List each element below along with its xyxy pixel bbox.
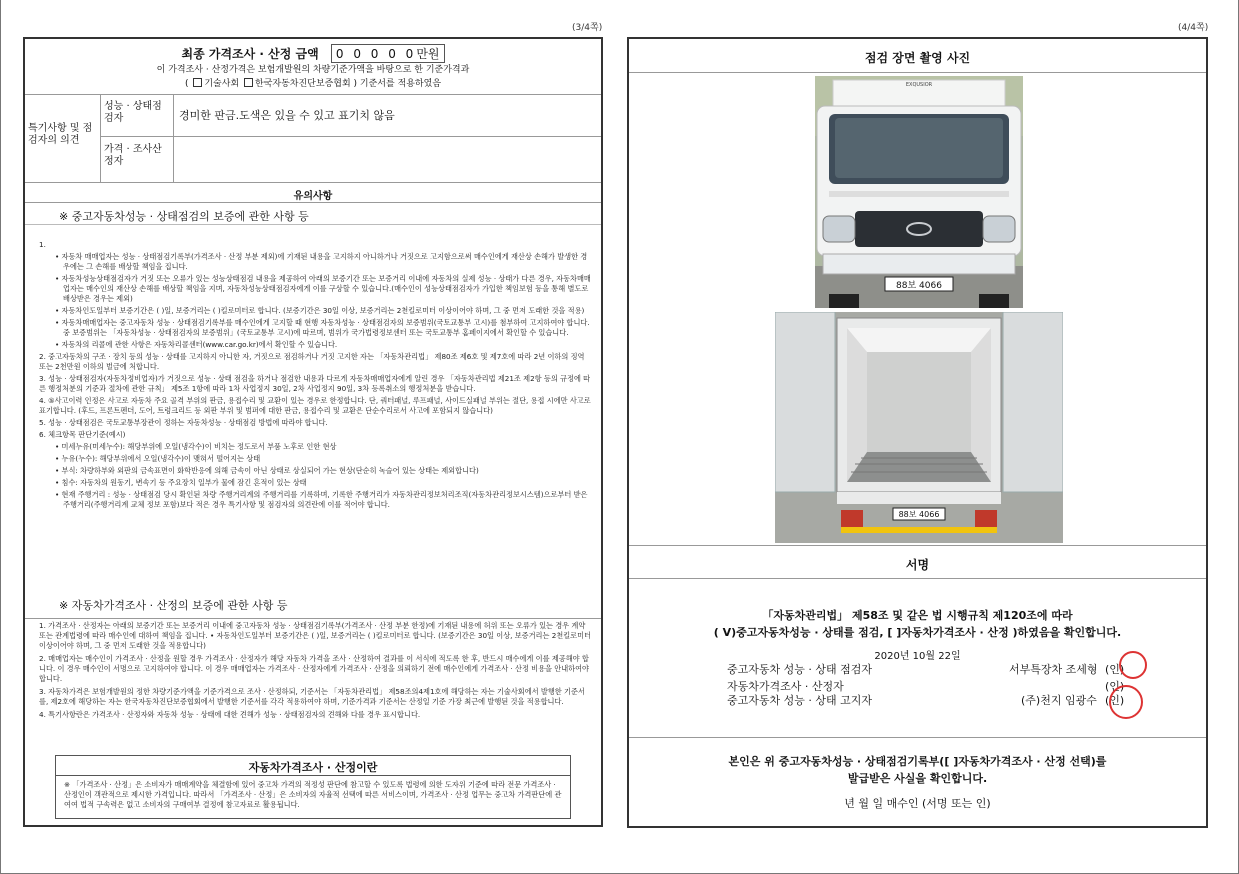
notice-item: 2. 중고자동차의 구조 · 장치 등의 성능 · 상태를 고지하지 아니한 자, 거짓으로 점검하거나 거짓 고지한 자는 「자동차관리법」 제80조 제6호 및 제7호에 따라 2년 이하의 징역 또는 2천만원 이하의 벌금에 처합니다. — [39, 352, 585, 371]
notice-item: 6. 체크항목 판단기준(예시) — [39, 430, 126, 439]
right-page-number: (4/4쪽) — [1178, 23, 1209, 33]
section1-body — [25, 225, 601, 619]
front-plate: 88보 4066 — [896, 281, 942, 291]
left-page — [23, 37, 603, 827]
law-line-1: 「자동차관리법」 제58조 및 같은 법 시행규칙 제120조에 따라 — [762, 609, 1073, 622]
notice-item: 4. 특기사항란은 가격조사 · 산정자와 자동차 성능 · 상태에 대한 견해가 성능 · 상태점검자의 견해와 다를 경우 표시합니다. — [39, 710, 421, 719]
sign-date: 2020년 10월 22일 — [874, 651, 961, 662]
right-page — [627, 37, 1208, 828]
calc-box-text: ※ 「가격조사 · 산정」은 소비자가 매매계약을 체결함에 있어 중고차 가격의 적정성 판단에 참고할 수 있도록 법령에 의한 도자위 기준에 따라 전문 가격조사 · 산정인이 객관적으로 제시한 가격입니다. 따라서 「가격조사 · 산정」은 소비자의 자율적 선택에 따른 서비스이며, 가격조사 · 산정 업무는 중고차 가격판단에 관여여 법적 구속력은 없고 소비자의 구매여부 결정에 참고자료로 활용됩니다. — [64, 780, 562, 809]
final-line-1: 본인은 위 중고자동차성능 · 상태점검기록부([ ]자동차가격조사 · 산정 선택)를 — [728, 755, 1107, 768]
notice-heading: 유의사항 — [25, 183, 601, 203]
price-unit: 만원 — [416, 47, 440, 61]
signer-1-name: 서부특장차 조세형 — [1009, 663, 1098, 676]
opinion-section — [25, 95, 601, 183]
notice-item: • 자동차의 리콜에 관한 사항은 자동차리콜센터(www.car.go.kr)에서 확인할 수 있습니다. — [55, 340, 338, 349]
section1-title: ※ 중고자동차성능 · 상태점검의 보증에 관한 사항 등 — [25, 203, 601, 225]
final-line-2: 발급받은 사실을 확인합니다. — [847, 772, 988, 785]
notice-item: 3. 성능 · 상태점검자(자동차정비업자)가 거짓으로 성능 · 상태 점검을 하거나 점검한 내용과 다르게 자동차매매업자에게 알린 경우 「자동차관리법 제21조 제2항 등의 규정에 따른 행정처분의 기준과 절차에 관한 규칙」 제5조 1항에 따라 1차 사업정지 30일, 2차 사업정지 90일, 3차 등록취소의 행정처분을 받습니다. — [39, 374, 591, 393]
final-price-title: 최종 가격조사 · 산정 금액 — [181, 47, 319, 61]
notice-item: 2. 매매업자는 매수인이 가격조사 · 산정을 원할 경우 가격조사 · 산정자가 해당 자동차 가격을 조사 · 산정하여 결과를 이 서식에 적도록 한 후, 반드시 매수에게 이를 제공해야 합니다. 이 경우 매수인이 서명으로 고지하여야 합니다. 이 경우 매매업자는 가격조사 · 산정자에게 가격조사 · 산정을 의뢰하기 전에 매수인에게 가격조사 · 산정 비용을 안내하여야 합니다. — [39, 654, 589, 683]
signer-1-role: 중고자동차 성능 · 상태 점검자 — [727, 663, 872, 676]
basis-open: ( — [184, 79, 189, 89]
notice-item: • 자동차성능상태점검자가 거짓 또는 오류가 있는 성능상태점검 내용을 제공하여 아래의 보증기간 또는 보증거리 이내에 자동차의 실제 성능 · 상태가 다른 경우, 자동차매매업자는 매수인의 재산상 손해를 배상할 책임을 지며, 자동차성능상태점검자에게 이를 구상할 수 있습니다.(매수인이 성능상태점검자가 가입한 책임보험 등을 통해 별도로 배상받은 경우는 제외) — [55, 274, 591, 303]
calc-box-title: 자동차가격조사 · 산정이란 — [56, 756, 570, 776]
final-price-section — [25, 39, 601, 95]
notice-item: • 미세누유(미세누수): 해당부위에 오일(냉각수)이 비치는 정도로서 부품 노후로 인한 현상 — [55, 442, 337, 451]
basis-suffix: ) 기준서를 적용하였음 — [353, 79, 442, 89]
signature-heading: 서명 — [629, 545, 1206, 579]
price-calc-box — [55, 755, 571, 819]
notice-item: 1. 가격조사 · 산정자는 아래의 보증기간 또는 보증거리 이내에 중고자동차 성능 · 상태점검기록부(가격조사 · 산정 부분 한정)에 기재된 내용에 허위 또는 오류가 있는 경우 계약 또는 관계법령에 따라 매수인에 대하여 책임을 집니다. • 자동차인도일부터 보증기간은 ( )일, 보증거리는 ( )킬로미터로 합니다. (보증기간은 30일 이상, 보증거리는 2천킬로미터 이상이어야 하며, 그 중 먼저 도래한 것을 적용합니다) — [39, 621, 592, 650]
price-field — [331, 44, 445, 63]
notice-item: • 자동차 매매업자는 성능 · 상태점검기록부(가격조사 · 산정 부분 제외)에 기재된 내용을 고지하지 아니하거나 거짓으로 고지함으로써 매수인에게 재산상 손해가 발생한 경우에는 그 손해를 배상할 책임을 집니다. — [55, 252, 588, 271]
notice-item: 1. — [39, 240, 46, 249]
signer-3-name: (주)천지 임광수 — [1021, 694, 1097, 707]
option1-checkbox[interactable] — [193, 78, 202, 87]
option2-checkbox[interactable] — [244, 78, 253, 87]
signer-3-role: 중고자동차 성능 · 상태 고지자 — [727, 694, 872, 707]
truck-brand-text: EXQUSIOR — [905, 82, 933, 88]
notice-item: • 침수: 자동차의 원동기, 변속기 등 주요장치 일부가 물에 잠긴 흔적이 있는 상태 — [55, 478, 307, 487]
truck-front-photo — [815, 76, 1023, 308]
notice-item: 5. 성능 · 상태점검은 국토교통부장관이 정하는 자동차성능 · 상태점검 방법에 따라야 합니다. — [39, 418, 328, 427]
notice-item: 3. 자동차가격은 보험개발원의 정한 차량기준가액을 기준가격으로 조사 · 산정하되, 기준서는 「자동차관리법」 제58조의4제1호에 해당하는 자는 기술사회에서 발행한 기준서를, 제2호에 해당하는 자는 한국자동차진단보증협회에서 발행한 기준서를 각각 적용하여야 하며, 기준가격과 기준서는 산정일 기준 가장 최근에 발행된 것을 적용합니다. — [39, 687, 585, 706]
seal-stamp-1 — [1119, 651, 1147, 679]
signer-2-role: 자동차가격조사 · 산정자 — [727, 680, 844, 693]
signer-2-seal: (인) — [1105, 680, 1125, 693]
signer-1-seal: (인) — [1105, 663, 1125, 676]
section2-body — [25, 621, 601, 741]
notice-item: • 누유(누수): 해당부위에서 오일(냉각수)이 맺혀서 떨어지는 상태 — [55, 454, 261, 463]
left-page-number: (3/4쪽) — [572, 23, 603, 33]
inspector-label: 성능 · 상태점검자 — [101, 95, 174, 137]
price-value: 0 0 0 0 0 — [335, 47, 417, 61]
seal-stamp-3 — [1109, 685, 1143, 719]
section2-title: ※ 자동차가격조사 · 산정의 보증에 관한 사항 등 — [59, 599, 288, 612]
divider — [629, 737, 1206, 738]
appraiser-opinion — [174, 137, 601, 183]
truck-rear-photo — [775, 312, 1063, 543]
notice-item: • 현재 주행거리 : 성능 · 상태점검 당시 확인된 차량 주행거리계의 주행거리를 기록하며, 기록한 주행거리가 자동차관리정보처리조직(자동차관리정보시스템)으로부터 받은 주행거리(주행거리계 교체 정보 포함)보다 적은 경우 특기사항 및 점검자의 의견란에 이를 적어야 합니다. — [55, 490, 588, 509]
price-basis-text: 이 가격조사 · 산정가격은 보험개발원의 차량기준가액을 바탕으로 한 기준가격과 — [156, 65, 470, 75]
law-line-2: ( V)중고자동차성능 · 상태를 점검, [ ]자동차가격조사 · 산정 )하였음을 확인합니다. — [713, 626, 1122, 639]
photo-heading: 점검 장면 촬영 사진 — [629, 39, 1206, 73]
notice-item: 4. ⑤사고이력 인정은 사고로 자동차 주요 골격 부위의 판금, 용접수리 및 교환이 있는 경우로 한정합니다. 단, 쿼터패널, 루프패널, 사이드실패널 부위는 절단, 용접 시에만 사고로 표기합니다. (후드, 프론트펜더, 도어, 트렁크리드 등 외판 부위 및 범퍼에 대한 판금, 용접수리 및 교환은 단순수리로서 사고에 포함되지 않습니다) — [39, 396, 591, 415]
notice-item: • 자동차매매업자는 중고자동차 성능 · 상태점검기록부를 매수인에게 고지할 때 현행 자동차성능 · 상태점검자의 보증범위(국토교통부 고시)를 첨부하여 고지하여야 합니다. 중 보증범위는 「자동차성능 · 상태점검자의 보증범위」(국토교통부 고시)에 따르며, 범위가 국가법령정보센터 또는 국토교통부 홈페이지에서 확인할 수 있습니다. — [55, 318, 590, 337]
option1-label: 기술사회 — [204, 79, 240, 89]
notice-item: • 자동차인도일부터 보증기간은 ( )일, 보증거리는 ( )킬로미터로 합니다. (보증기간은 30일 이상, 보증거리는 2천킬로미터 이상이어야 하며, 그 중 먼저 도래한 것을 적용) — [55, 306, 585, 315]
option2-label: 한국자동차진단보증협회 — [255, 79, 351, 89]
signer-3-seal: (인) — [1105, 694, 1125, 707]
appraiser-label: 가격 · 조사산정자 — [101, 137, 174, 183]
inspector-opinion: 경미한 판금.도색은 있을 수 있고 표기치 않음 — [174, 95, 601, 137]
opinion-label: 특기사항 및 점검자의 의견 — [25, 95, 101, 183]
buyer-sign-line: 년 월 일 매수인 (서명 또는 인) — [844, 797, 991, 810]
basis-options — [25, 76, 601, 89]
rear-plate: 88보 4066 — [898, 510, 940, 519]
notice-item: • 부식: 차량하부와 외판의 금속표면이 화학반응에 의해 금속이 아닌 상태로 상실되어 가는 현상(단순히 녹슬어 있는 상태는 제외합니다) — [55, 466, 479, 475]
